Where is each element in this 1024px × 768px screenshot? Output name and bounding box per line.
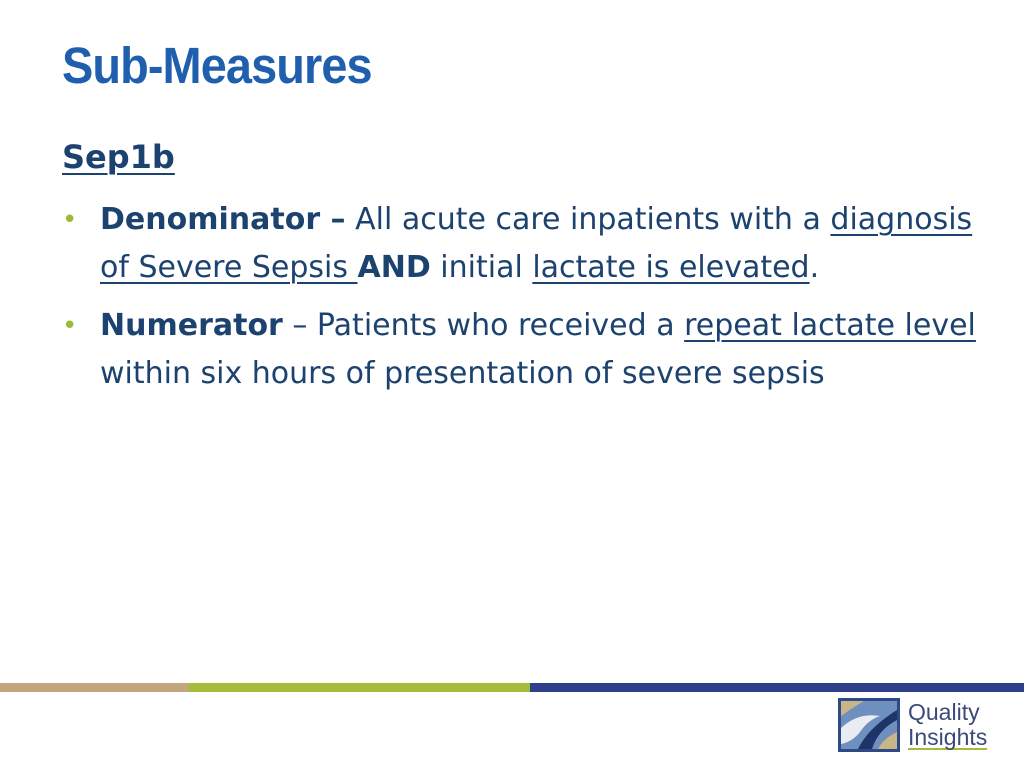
logo-line-quality: Quality	[908, 699, 980, 725]
bullet-list	[62, 196, 982, 408]
denominator-text-2: initial	[430, 250, 533, 285]
logo-line-insights: Insights	[908, 724, 988, 750]
bullet-icon: •	[62, 311, 78, 341]
bullet-icon: •	[62, 205, 78, 235]
subheading-sep1b: Sep1b	[62, 138, 175, 176]
denominator-term: Denominator –	[100, 202, 346, 237]
and-emphasis: AND	[357, 250, 431, 285]
quality-insights-logo	[838, 695, 987, 755]
numerator-text-1: – Patients who received a	[282, 308, 685, 343]
severe-sepsis-diagnosis-link[interactable]: diagnosis of Severe Sepsis	[100, 202, 973, 285]
navy-stripe	[530, 683, 1024, 692]
denominator-text-1: All acute care inpatients with a	[345, 202, 831, 237]
denominator-text-3: .	[809, 250, 820, 285]
repeat-lactate-level-link[interactable]: repeat lactate level	[684, 308, 976, 343]
numerator-term: Numerator	[100, 308, 283, 343]
lactate-elevated-link[interactable]: lactate is elevated	[532, 250, 810, 285]
bullet-numerator	[62, 302, 982, 398]
numerator-text-2: within six hours of presentation of severe sepsis	[100, 356, 825, 391]
logo-wordmark	[908, 700, 987, 750]
slide-title: Sub-Measures	[62, 37, 372, 94]
bullet-denominator	[62, 196, 982, 292]
tan-stripe	[0, 683, 189, 692]
quality-insights-logo-mark-icon	[838, 698, 900, 752]
footer-color-stripes	[0, 683, 1024, 692]
green-stripe	[189, 683, 530, 692]
